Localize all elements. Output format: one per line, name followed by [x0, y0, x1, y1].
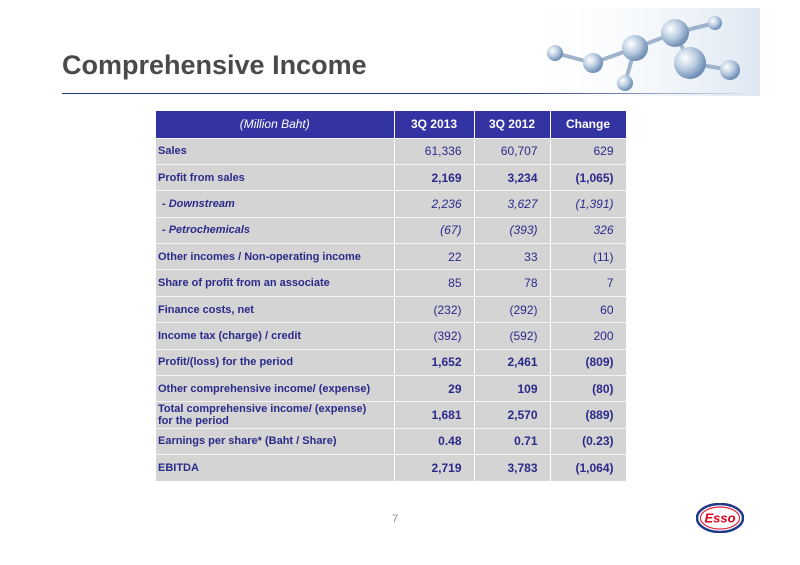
value-3q2012: (393) [474, 217, 550, 243]
value-change: (889) [550, 402, 626, 428]
table-row [156, 428, 626, 454]
value-change: 7 [550, 270, 626, 296]
value-3q2012: 2,461 [474, 349, 550, 375]
value-3q2012: 0.71 [474, 428, 550, 454]
value-change: (1,391) [550, 191, 626, 217]
comprehensive-income-table [156, 111, 627, 481]
value-3q2012: (292) [474, 296, 550, 322]
value-3q2013: 0.48 [394, 428, 474, 454]
value-3q2012: 33 [474, 244, 550, 270]
value-change: (11) [550, 244, 626, 270]
table-row [156, 323, 626, 349]
column-header-unit: (Million Baht) [156, 111, 394, 138]
table-row [156, 296, 626, 322]
row-label: Profit/(loss) for the period [156, 349, 394, 375]
value-change: (1,064) [550, 455, 626, 481]
row-label: Sales [156, 138, 394, 164]
row-label: Share of profit from an associate [156, 270, 394, 296]
value-3q2013: 2,236 [394, 191, 474, 217]
value-3q2013: 1,652 [394, 349, 474, 375]
value-3q2013: 61,336 [394, 138, 474, 164]
value-change: (809) [550, 349, 626, 375]
molecule-graphic-icon [515, 8, 760, 96]
table-row [156, 191, 626, 217]
value-3q2013: (67) [394, 217, 474, 243]
value-3q2012: 78 [474, 270, 550, 296]
table-row [156, 270, 626, 296]
value-change: (80) [550, 376, 626, 402]
value-3q2013: 1,681 [394, 402, 474, 428]
value-3q2013: 2,719 [394, 455, 474, 481]
value-change: 60 [550, 296, 626, 322]
table-header-row [156, 111, 626, 138]
row-label: Earnings per share* (Baht / Share) [156, 428, 394, 454]
table-row [156, 244, 626, 270]
page-number: 7 [392, 513, 399, 525]
value-change: (1,065) [550, 164, 626, 190]
value-3q2013: 2,169 [394, 164, 474, 190]
table-row [156, 376, 626, 402]
table-row [156, 455, 626, 481]
column-header-change: Change [550, 111, 626, 138]
value-3q2013: 85 [394, 270, 474, 296]
row-label: Total comprehensive income/ (expense) for the period [156, 402, 394, 428]
value-change: 629 [550, 138, 626, 164]
esso-logo-icon [696, 503, 744, 533]
row-label: Profit from sales [156, 164, 394, 190]
value-3q2013: 29 [394, 376, 474, 402]
row-label: Other incomes / Non-operating income [156, 244, 394, 270]
value-change: 200 [550, 323, 626, 349]
value-3q2012: 2,570 [474, 402, 550, 428]
value-change: 326 [550, 217, 626, 243]
table-row [156, 402, 626, 428]
page-title: Comprehensive Income [62, 50, 367, 80]
value-3q2012: (592) [474, 323, 550, 349]
table-row [156, 138, 626, 164]
column-header-3q2013: 3Q 2013 [394, 111, 474, 138]
table-row [156, 217, 626, 243]
row-label: - Petrochemicals [156, 217, 394, 243]
row-label: Finance costs, net [156, 296, 394, 322]
row-label: Other comprehensive income/ (expense) [156, 376, 394, 402]
table-row [156, 164, 626, 190]
row-label: - Downstream [156, 191, 394, 217]
value-3q2012: 3,783 [474, 455, 550, 481]
value-3q2013: 22 [394, 244, 474, 270]
esso-logo-text: Esso [704, 510, 736, 526]
value-3q2012: 109 [474, 376, 550, 402]
value-3q2012: 3,627 [474, 191, 550, 217]
row-label: EBITDA [156, 455, 394, 481]
value-3q2012: 60,707 [474, 138, 550, 164]
value-3q2013: (392) [394, 323, 474, 349]
table-row [156, 349, 626, 375]
value-3q2013: (232) [394, 296, 474, 322]
value-change: (0.23) [550, 428, 626, 454]
row-label: Income tax (charge) / credit [156, 323, 394, 349]
column-header-3q2012: 3Q 2012 [474, 111, 550, 138]
value-3q2012: 3,234 [474, 164, 550, 190]
